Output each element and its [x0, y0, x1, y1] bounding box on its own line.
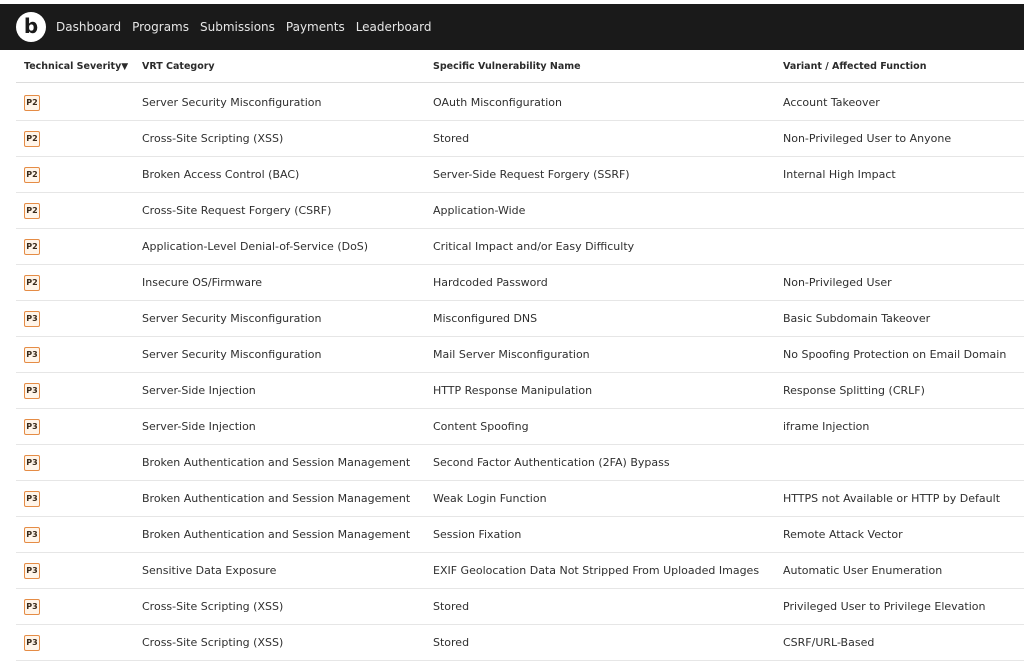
category-cell: Cross-Site Scripting (XSS): [142, 600, 284, 613]
vulnerability-cell: HTTP Response Manipulation: [433, 384, 593, 397]
table-body: [16, 85, 1024, 661]
severity-badge: P3: [24, 347, 40, 363]
category-cell: Application-Level Denial-of-Service (DoS): [142, 240, 369, 253]
nav-programs[interactable]: Programs: [132, 20, 189, 34]
header-technical-severity[interactable]: [16, 61, 142, 72]
variant-cell: Remote Attack Vector: [783, 528, 903, 541]
nav-leaderboard[interactable]: Leaderboard: [355, 20, 432, 34]
severity-cell: [16, 527, 142, 543]
severity-badge: P3: [24, 527, 40, 543]
variant-cell: Basic Subdomain Takeover: [783, 312, 931, 325]
header-variant[interactable]: Variant / Affected Function: [783, 60, 927, 72]
category-cell: Cross-Site Request Forgery (CSRF): [142, 204, 332, 217]
table-row[interactable]: [16, 229, 1024, 265]
category-cell: Cross-Site Scripting (XSS): [142, 132, 284, 145]
table-row[interactable]: [16, 337, 1024, 373]
severity-cell: [16, 635, 142, 651]
bugcrowd-logo-icon[interactable]: [16, 12, 46, 42]
category-cell: Broken Access Control (BAC): [142, 168, 300, 181]
variant-cell: iframe Injection: [783, 420, 870, 433]
severity-cell: [16, 167, 142, 183]
severity-cell: [16, 131, 142, 147]
severity-badge: P3: [24, 383, 40, 399]
table-row[interactable]: [16, 301, 1024, 337]
table-row[interactable]: [16, 373, 1024, 409]
vrt-table: [16, 50, 1024, 658]
severity-cell: [16, 347, 142, 363]
severity-cell: [16, 383, 142, 399]
category-cell: Insecure OS/Firmware: [142, 276, 263, 289]
nav-submissions[interactable]: Submissions: [200, 20, 275, 34]
severity-badge: P3: [24, 635, 40, 651]
vulnerability-cell: Stored: [433, 132, 470, 145]
variant-cell: Account Takeover: [783, 96, 880, 109]
severity-badge: P3: [24, 455, 40, 471]
vulnerability-cell: OAuth Misconfiguration: [433, 96, 562, 109]
category-cell: Broken Authentication and Session Management: [142, 456, 411, 469]
variant-cell: Non-Privileged User to Anyone: [783, 132, 952, 145]
severity-badge: P3: [24, 491, 40, 507]
vulnerability-cell: Second Factor Authentication (2FA) Bypass: [433, 456, 670, 469]
severity-badge: P2: [24, 275, 40, 291]
vulnerability-cell: Stored: [433, 600, 470, 613]
severity-cell: [16, 311, 142, 327]
variant-cell: Non-Privileged User: [783, 276, 892, 289]
severity-cell: [16, 239, 142, 255]
category-cell: Server Security Misconfiguration: [142, 96, 322, 109]
severity-cell: [16, 203, 142, 219]
table-row[interactable]: [16, 85, 1024, 121]
category-cell: Broken Authentication and Session Management: [142, 492, 411, 505]
variant-cell: Privileged User to Privilege Elevation: [783, 600, 986, 613]
header-severity-label: Technical Severity: [24, 60, 122, 72]
table-row[interactable]: [16, 625, 1024, 661]
severity-badge: P2: [24, 203, 40, 219]
severity-cell: [16, 563, 142, 579]
logo-letter: b: [23, 14, 39, 38]
severity-cell: [16, 599, 142, 615]
header-vulnerability-name[interactable]: Specific Vulnerability Name: [433, 60, 581, 72]
table-row[interactable]: [16, 409, 1024, 445]
severity-badge: P2: [24, 239, 40, 255]
category-cell: Cross-Site Scripting (XSS): [142, 636, 284, 649]
vulnerability-cell: Session Fixation: [433, 528, 522, 541]
vulnerability-cell: Application-Wide: [433, 204, 526, 217]
category-cell: Sensitive Data Exposure: [142, 564, 277, 577]
table-row[interactable]: [16, 481, 1024, 517]
variant-cell: Automatic User Enumeration: [783, 564, 943, 577]
severity-badge: P3: [24, 419, 40, 435]
category-cell: Server-Side Injection: [142, 420, 256, 433]
vulnerability-cell: Critical Impact and/or Easy Difficulty: [433, 240, 635, 253]
table-row[interactable]: [16, 157, 1024, 193]
sort-descending-icon[interactable]: ▼: [121, 61, 129, 72]
vulnerability-cell: Stored: [433, 636, 470, 649]
category-cell: Server Security Misconfiguration: [142, 348, 322, 361]
variant-cell: No Spoofing Protection on Email Domain: [783, 348, 1007, 361]
variant-cell: CSRF/URL-Based: [783, 636, 875, 649]
nav-dashboard[interactable]: Dashboard: [56, 20, 122, 34]
variant-cell: Internal High Impact: [783, 168, 896, 181]
vulnerability-cell: Server-Side Request Forgery (SSRF): [433, 168, 630, 181]
vulnerability-cell: EXIF Geolocation Data Not Stripped From Uploaded Images: [433, 564, 760, 577]
category-cell: Server Security Misconfiguration: [142, 312, 322, 325]
severity-cell: [16, 275, 142, 291]
header-vrt-category[interactable]: VRT Category: [142, 60, 215, 72]
table-row[interactable]: [16, 193, 1024, 229]
vulnerability-cell: Misconfigured DNS: [433, 312, 538, 325]
vulnerability-cell: Mail Server Misconfiguration: [433, 348, 590, 361]
table-row[interactable]: [16, 553, 1024, 589]
severity-badge: P3: [24, 563, 40, 579]
severity-cell: [16, 95, 142, 111]
category-cell: Broken Authentication and Session Management: [142, 528, 411, 541]
severity-badge: P3: [24, 599, 40, 615]
severity-badge: P2: [24, 95, 40, 111]
top-navbar: [0, 4, 1024, 50]
severity-cell: [16, 455, 142, 471]
category-cell: Server-Side Injection: [142, 384, 256, 397]
vulnerability-cell: Weak Login Function: [433, 492, 547, 505]
table-header: [16, 50, 1024, 83]
nav-payments[interactable]: Payments: [285, 20, 345, 34]
variant-cell: Response Splitting (CRLF): [783, 384, 925, 397]
table-row[interactable]: [16, 445, 1024, 481]
vulnerability-cell: Hardcoded Password: [433, 276, 548, 289]
table-row[interactable]: [16, 265, 1024, 301]
severity-badge: P2: [24, 131, 40, 147]
severity-cell: [16, 419, 142, 435]
table-row[interactable]: [16, 121, 1024, 157]
table-row[interactable]: [16, 517, 1024, 553]
variant-cell: HTTPS not Available or HTTP by Default: [783, 492, 1001, 505]
severity-badge: P2: [24, 167, 40, 183]
severity-badge: P3: [24, 311, 40, 327]
table-row[interactable]: [16, 589, 1024, 625]
severity-cell: [16, 491, 142, 507]
vulnerability-cell: Content Spoofing: [433, 420, 529, 433]
